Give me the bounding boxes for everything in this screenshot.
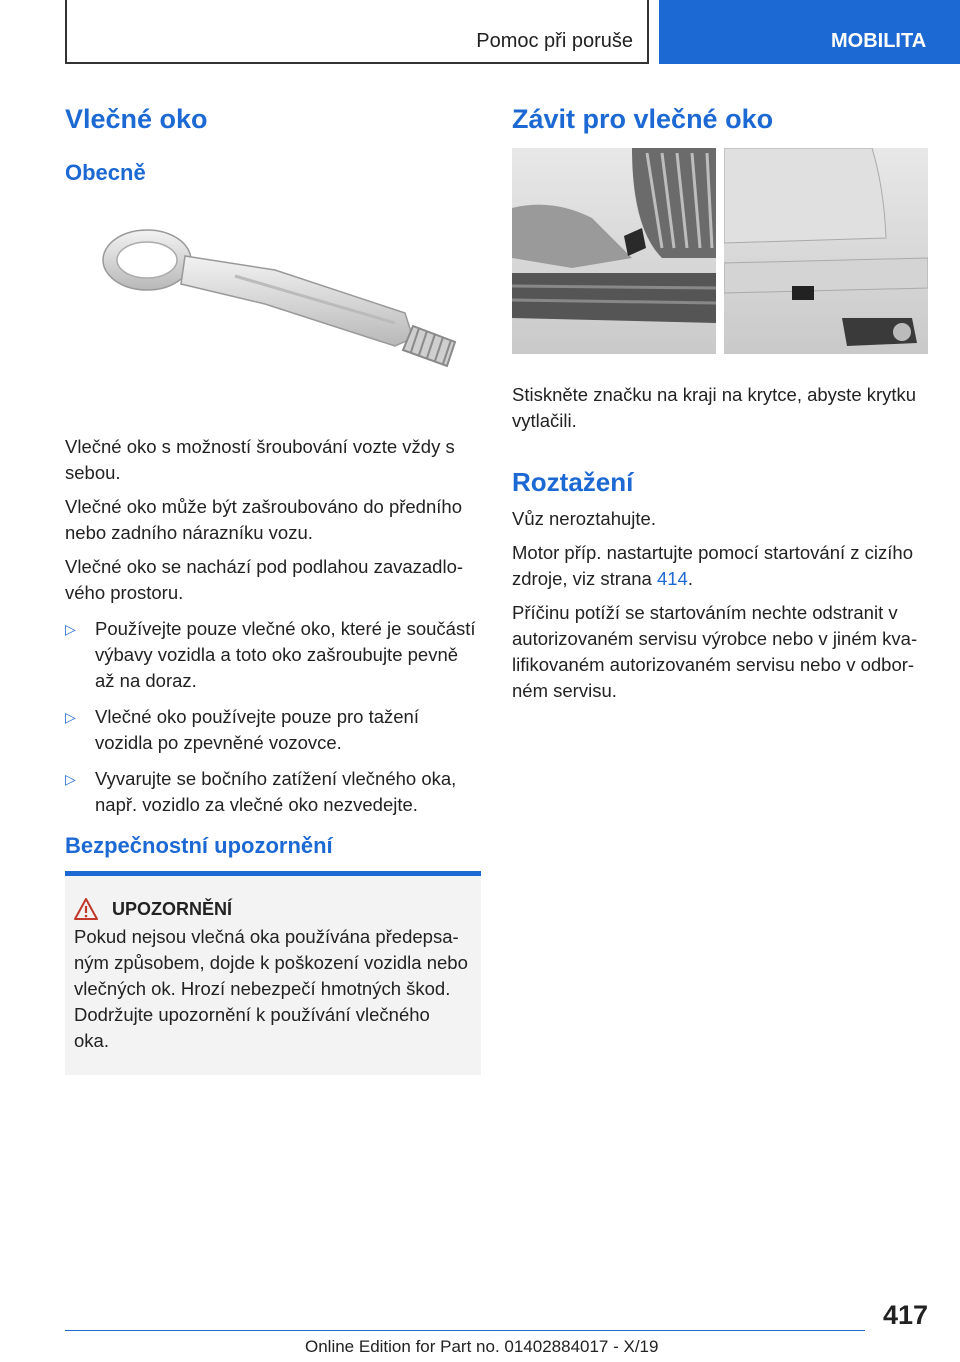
left-title: Vlečné oko [65,104,208,134]
paragraph: Vůz neroztahujte. [512,508,656,529]
warning-title: UPOZORNĚNÍ [112,898,233,919]
triangle-bullet-icon: ▷ [65,621,76,637]
instruction-list [65,616,481,818]
list-item: ▷ Vyvarujte se bočního zatížení vlečného oka, např. vozidlo za vlečné oko nezvedejte. [65,768,457,815]
right-body [512,506,928,704]
triangle-bullet-icon: ▷ [65,771,76,787]
warning-box [65,871,481,1075]
header-section-title: Pomoc při poruše [476,30,633,52]
header-chapter-tab[interactable]: MOBILITA [659,0,960,64]
paragraph: Vlečné oko s možností šroubování vozte vždy s sebou. [65,436,455,483]
list-item: ▷ Vlečné oko používejte pouze pro tažení vozidla po zpevněné vozovce. [65,706,419,753]
safety-heading: Bezpečnostní upozornění [65,833,333,858]
triangle-bullet-icon: ▷ [65,709,76,725]
warning-triangle-icon [74,898,98,920]
right-heading: Roztažení [512,467,634,497]
paragraph: Příčinu potíží se startováním nechte odstranit v autorizovaném servisu výrobce nebo v jiném kvalifikovaném autorizovaném servisu nebo v odborném servisu. [512,602,918,701]
paragraph: Vlečné oko může být zašroubováno do předního nebo zadního nárazníku vozu. [65,496,462,543]
paragraph: Vlečné oko se nachází pod podlahou zavazadlového prostoru. [65,556,464,603]
warning-title-row [74,898,469,920]
bumper-photo [512,148,928,354]
right-caption: Stiskněte značku na kraji na krytce, abyste krytku vytlačili. [512,384,917,431]
left-subtitle: Obecně [65,160,146,185]
footer-edition: Online Edition for Part no. 01402884017 - X/19 [305,1337,659,1356]
footer-divider [65,1330,865,1331]
page-link[interactable]: 414 [656,568,688,589]
towing-eye-illustration [95,218,475,398]
list-item: ▷ Používejte pouze vlečné oko, které je součástí výbavy vozidla a toto oko zašroubujte pevně až na doraz. [65,618,476,691]
left-body [65,434,481,828]
page-number: 417 [882,1300,928,1330]
header-frame [65,0,649,64]
right-title: Závit pro vlečné oko [512,104,774,134]
warning-text: Pokud nejsou vlečná oka používána předepsaným způsobem, dojde k poškození vozidla nebo vlečných ok. Hrozí nebezpečí hmotných škod. Dodržujte upozornění k používání vlečného oka. [74,926,468,1051]
paragraph: Motor příp. nastartujte pomocí startování z cizího zdroje, viz strana 414. [512,542,914,589]
